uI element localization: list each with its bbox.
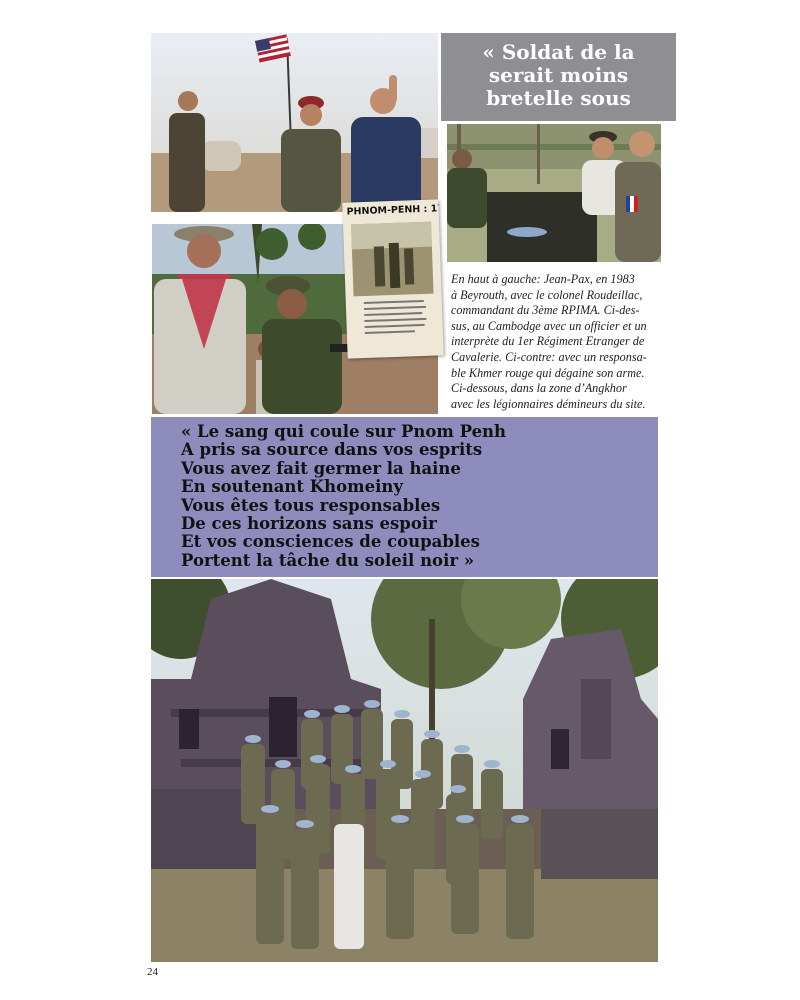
poem-line: En soutenant Khomeiny xyxy=(181,477,403,497)
poem-line: Portent la tâche du soleil noir » xyxy=(181,550,475,570)
caption-line: commandant du 3ème RPIMA. Ci-des- xyxy=(451,303,640,318)
caption-line: à Beyrouth, avec le colonel Roudeillac, xyxy=(451,287,643,302)
quote-title-line: serait moins xyxy=(488,63,629,87)
page-number: 24 xyxy=(147,966,158,978)
caption-line: Cavalerie. Ci-contre: avec un responsa- xyxy=(451,349,647,364)
quote-title-line: « Soldat de la xyxy=(482,40,635,64)
caption-line: sus, au Cambodge avec un officier et un xyxy=(451,318,647,333)
quote-title-line: bretelle sous xyxy=(486,86,631,110)
photo-beirut-flag xyxy=(151,33,438,212)
caption-line: avec les légionnaires démineurs du site. xyxy=(451,396,646,411)
photo-angkor-legionnaires xyxy=(151,579,658,962)
quote-title-box xyxy=(441,33,676,121)
newspaper-clipping xyxy=(342,199,443,358)
clipping-headline: PHNOM-PENH : 17 xyxy=(346,203,444,218)
poem-line: De ces horizons sans espoir xyxy=(181,514,437,534)
poem-line: A pris sa source dans vos esprits xyxy=(181,440,483,460)
caption-line: ble Khmer rouge qui dégaine son arme. xyxy=(451,365,645,380)
caption-line: interprète du 1er Régiment Etranger de xyxy=(451,334,645,349)
poem-line: « Le sang qui coule sur Pnom Penh xyxy=(181,422,507,441)
poem-line: Vous êtes tous responsables xyxy=(181,495,441,515)
photo-caption xyxy=(451,272,665,412)
poem-box xyxy=(151,417,658,577)
poem-line: Vous avez fait germer la haine xyxy=(181,458,461,478)
photo-cambodia-officer-interpreter xyxy=(447,124,661,262)
poem-line: Et vos consciences de coupables xyxy=(181,532,480,552)
caption-line: En haut à gauche: Jean-Pax, en 1983 xyxy=(451,272,635,286)
caption-line: Ci-dessous, dans la zone d’Angkhor xyxy=(451,381,627,396)
